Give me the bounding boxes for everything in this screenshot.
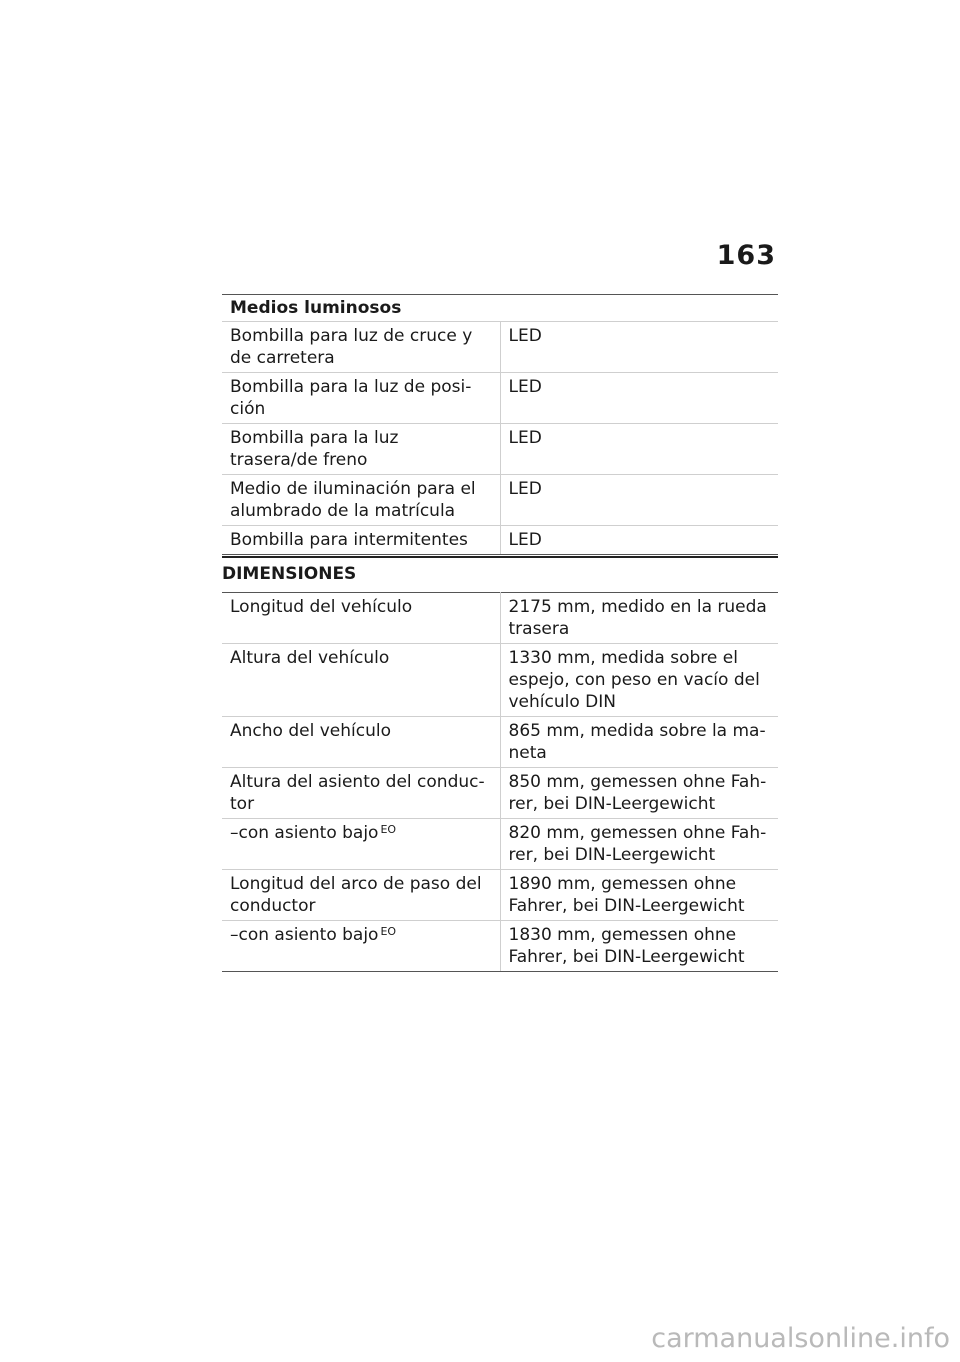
option-superscript: EO	[380, 823, 397, 836]
spec-value: LED	[500, 424, 778, 475]
table-row	[222, 819, 778, 870]
spec-label-cell	[222, 819, 500, 870]
table-row	[222, 768, 778, 819]
spec-value: 1330 mm, medida sobre el espejo, con peso en vacío del vehículo DIN	[500, 644, 778, 717]
option-superscript: EO	[380, 925, 397, 938]
spec-value: 1890 mm, gemessen ohne Fahrer, bei DIN-Leergewicht	[500, 870, 778, 921]
spec-value: LED	[500, 526, 778, 555]
lights-table	[222, 294, 778, 555]
table-row	[222, 322, 778, 373]
spec-value: LED	[500, 373, 778, 424]
table-row	[222, 717, 778, 768]
spec-label: Bombilla para la luz trasera/de freno	[222, 424, 500, 475]
table-row	[222, 424, 778, 475]
lights-table-heading: Medios luminosos	[222, 295, 778, 322]
spec-label: Bombilla para intermitentes	[222, 526, 500, 555]
spec-label: Altura del vehículo	[222, 644, 500, 717]
section-heading: DIMENSIONES	[222, 556, 778, 592]
lights-section	[222, 294, 778, 555]
spec-label: Bombilla para luz de cruce y de carretera	[222, 322, 500, 373]
spec-value: 850 mm, gemessen ohne Fah-rer, bei DIN-Leergewicht	[500, 768, 778, 819]
spec-label: Longitud del arco de paso del conductor	[222, 870, 500, 921]
table-row	[222, 475, 778, 526]
spec-label: –con asiento bajo	[230, 925, 379, 945]
page-number: 163	[716, 240, 776, 271]
dimensions-table	[222, 592, 778, 972]
spec-value: 2175 mm, medido en la rueda trasera	[500, 593, 778, 644]
dimensions-section	[222, 556, 778, 972]
table-row	[222, 870, 778, 921]
table-row	[222, 644, 778, 717]
spec-value: LED	[500, 322, 778, 373]
table-row	[222, 373, 778, 424]
spec-value: LED	[500, 475, 778, 526]
spec-value: 820 mm, gemessen ohne Fah-rer, bei DIN-Leergewicht	[500, 819, 778, 870]
table-row	[222, 526, 778, 555]
spec-value: 1830 mm, gemessen ohne Fahrer, bei DIN-Leergewicht	[500, 921, 778, 972]
spec-label: Bombilla para la luz de posi-ción	[222, 373, 500, 424]
spec-label: Altura del asiento del conduc-tor	[222, 768, 500, 819]
spec-label: Longitud del vehículo	[222, 593, 500, 644]
watermark: carmanualsonline.info	[651, 1323, 950, 1354]
table-row	[222, 593, 778, 644]
table-row	[222, 921, 778, 972]
spec-value: 865 mm, medida sobre la ma-neta	[500, 717, 778, 768]
spec-label: –con asiento bajo	[230, 823, 379, 843]
spec-label-cell	[222, 921, 500, 972]
spec-label: Ancho del vehículo	[222, 717, 500, 768]
spec-label: Medio de iluminación para el alumbrado de la matrícula	[222, 475, 500, 526]
